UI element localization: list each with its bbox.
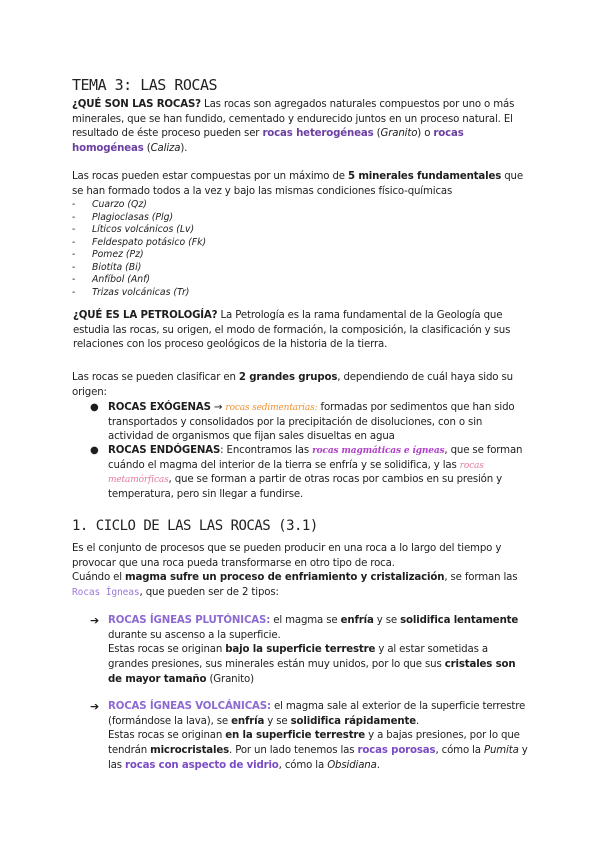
paragraph-clasificacion: Las rocas se pueden clasificar en 2 grandes grupos, dependiendo de cuál haya sido su origen: [72, 372, 513, 398]
term-rocas-homogeneas: rocas homogéneas [72, 128, 464, 155]
term-rocas-magmaticas: rocas magmáticas e ígneas [312, 446, 445, 456]
paragraph-que-son-rocas: ¿QUÉ SON LAS ROCAS? Las rocas son agregados naturales compuestos por uno o más minerales, que se han fundido, cementado y endurecido juntos en un proceso natural. El resultado de éste proceso pueden ser rocas heterogéneas (Granito) o rocas homogéneas (Caliza). [72, 99, 515, 155]
paragraph-minerales: Las rocas pueden estar compuestas por un máximo de 5 minerales fundamentales que se han formado todos a la vez y bajo las mismas condiciones físico-químicas [72, 171, 523, 197]
item-rocas-volcanicas: ROCAS ÍGNEAS VOLCÁNICAS: el magma sale al exterior de la superficie terrestre (formándose la lava), se enfría y se solidifica rápidamente. Estas rocas se originan en la superficie terrestre y a bajas presiones, por lo que tendrán microcristales. Por un lado tenemos las rocas porosas, cómo la Pumita y las rocas con aspecto de vidrio, cómo la Obsidiana. [108, 701, 528, 771]
page-title: TEMA 3: LAS ROCAS [72, 76, 218, 94]
term-rocas-sedimentarias: rocas sedimentarias: [225, 403, 318, 413]
list-item: - Cuarzo (Qz) [92, 199, 147, 211]
term-rocas-metamorficas: rocas metamórficas [108, 460, 484, 486]
term-rocas-vidrio: rocas con aspecto de vidrio [125, 759, 279, 771]
list-item: - Anfíbol (Anf) [92, 274, 150, 286]
list-item: - Biotita (Bi) [92, 262, 141, 274]
term-igneas-volcanicas: ROCAS ÍGNEAS VOLCÁNICAS: [108, 701, 271, 712]
paragraph-ciclo: Es el conjunto de procesos que se pueden producir en una roca a lo largo del tiempo y provocar que una roca pueda transformarse en otro tipo de roca. Cuándo el magma sufre un proceso de enfriamiento y cristalización, se forman las Rocas Ígneas, que pueden ser de 2 tipos: [72, 543, 518, 599]
term-rocas-heterogeneas: rocas heterogéneas [262, 128, 374, 140]
question-que-son: ¿QUÉ SON LAS ROCAS? [72, 99, 201, 110]
list-item: - Trizas volcánicas (Tr) [92, 287, 189, 299]
list-item: - Feldespato potásico (Fk) [92, 237, 206, 249]
list-item: - Pomez (Pz) [92, 249, 144, 261]
item-rocas-exogenas: ROCAS EXÓGENAS → rocas sedimentarias: formadas por sedimentos que han sido transportados y consolidados por la precipitación de disoluciones, con o sin actividad de organismos que fijan sales disueltas en agua [108, 402, 515, 443]
paragraph-petrologia: ¿QUÉ ES LA PETROLOGÍA? La Petrología es la rama fundamental de la Geología que estudia las rocas, su origen, el modo de formación, la composición, la clasificación y sus relaciones con los proceso geológicos de la historia de la tierra. [73, 310, 511, 351]
question-petrologia: ¿QUÉ ES LA PETROLOGÍA? [73, 310, 218, 321]
bullet-icon: ● [90, 445, 99, 456]
item-rocas-endogenas: ROCAS ENDÓGENAS: Encontramos las rocas magmáticas e ígneas, que se forman cuándo el magma del interior de la tierra se enfría y se solidifica, y las rocas metamórficas, que se forman a partir de otras rocas por cambios en su presión y temperatura, pero sin llegar a fundirse. [108, 445, 523, 501]
list-item: - Líticos volcánicos (Lv) [92, 224, 194, 236]
bullet-icon: ● [90, 402, 99, 413]
arrow-icon: ➔ [90, 700, 100, 713]
term-igneas-plutonicas: ROCAS ÍGNEAS PLUTÓNICAS: [108, 615, 271, 626]
section-heading: 1. CICLO DE LAS LAS ROCAS (3.1) [72, 518, 318, 534]
item-rocas-plutonicas: ROCAS ÍGNEAS PLUTÓNICAS: el magma se enfría y se solidifica lentamente durante su ascenso a la superficie. Estas rocas se originan bajo la superficie terrestre y al estar sometidas a grandes presiones, sus minerales están muy unidos, por lo que sus cristales son de mayor tamaño (Granito) [108, 615, 519, 685]
term-rocas-igneas: Rocas Ígneas [72, 587, 140, 599]
term-rocas-porosas: rocas porosas [357, 745, 436, 757]
arrow-icon: ➔ [90, 614, 100, 627]
list-item: - Plagioclasas (Plg) [92, 212, 173, 224]
